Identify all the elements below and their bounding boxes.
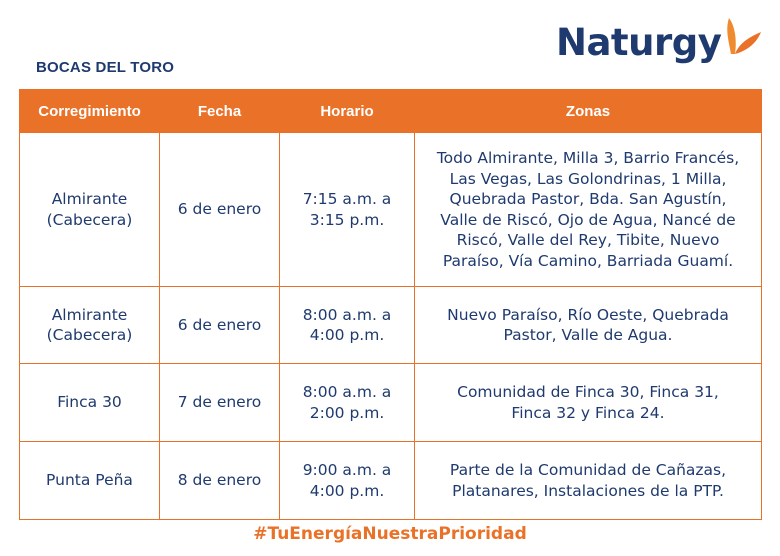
table-row — [20, 287, 762, 364]
cell-fecha: 7 de enero — [160, 364, 280, 442]
header-fecha: Fecha — [160, 90, 280, 133]
table-row — [20, 364, 762, 442]
cell-corregimiento: Finca 30 — [20, 364, 160, 442]
cell-zonas: Todo Almirante, Milla 3, Barrio Francés, Las Vegas, Las Golondrinas, 1 Milla, Quebrada Pastor, Bda. San Agustín, Valle de Riscó, Ojo de Agua, Nancé de Riscó, Valle del Rey, Tibite, Nuevo Paraíso, Vía Camino, Barriada Guamí. — [415, 133, 762, 287]
schedule-table — [19, 89, 762, 520]
logo-wordmark: Naturgy — [556, 20, 722, 64]
table-row — [20, 442, 762, 520]
cell-fecha: 8 de enero — [160, 442, 280, 520]
butterfly-icon — [723, 14, 763, 58]
cell-horario: 9:00 a.m. a 4:00 p.m. — [280, 442, 415, 520]
header-corregimiento: Corregimiento — [20, 90, 160, 133]
cell-fecha: 6 de enero — [160, 133, 280, 287]
cell-horario: 8:00 a.m. a 4:00 p.m. — [280, 287, 415, 364]
cell-corregimiento: Almirante (Cabecera) — [20, 133, 160, 287]
hashtag-footer: #TuEnergíaNuestraPrioridad — [253, 524, 527, 544]
cell-zonas: Nuevo Paraíso, Río Oeste, Quebrada Pastor, Valle de Agua. — [415, 287, 762, 364]
region-title: BOCAS DEL TORO — [36, 59, 175, 76]
cell-horario: 8:00 a.m. a 2:00 p.m. — [280, 364, 415, 442]
cell-horario: 7:15 a.m. a 3:15 p.m. — [280, 133, 415, 287]
naturgy-logo — [556, 12, 763, 72]
header-zonas: Zonas — [415, 90, 762, 133]
cell-corregimiento: Almirante (Cabecera) — [20, 287, 160, 364]
header-horario: Horario — [280, 90, 415, 133]
table-header-row — [20, 90, 762, 133]
cell-corregimiento: Punta Peña — [20, 442, 160, 520]
table-row — [20, 133, 762, 287]
cell-zonas: Parte de la Comunidad de Cañazas, Platanares, Instalaciones de la PTP. — [415, 442, 762, 520]
cell-zonas: Comunidad de Finca 30, Finca 31, Finca 32 y Finca 24. — [415, 364, 762, 442]
cell-fecha: 6 de enero — [160, 287, 280, 364]
